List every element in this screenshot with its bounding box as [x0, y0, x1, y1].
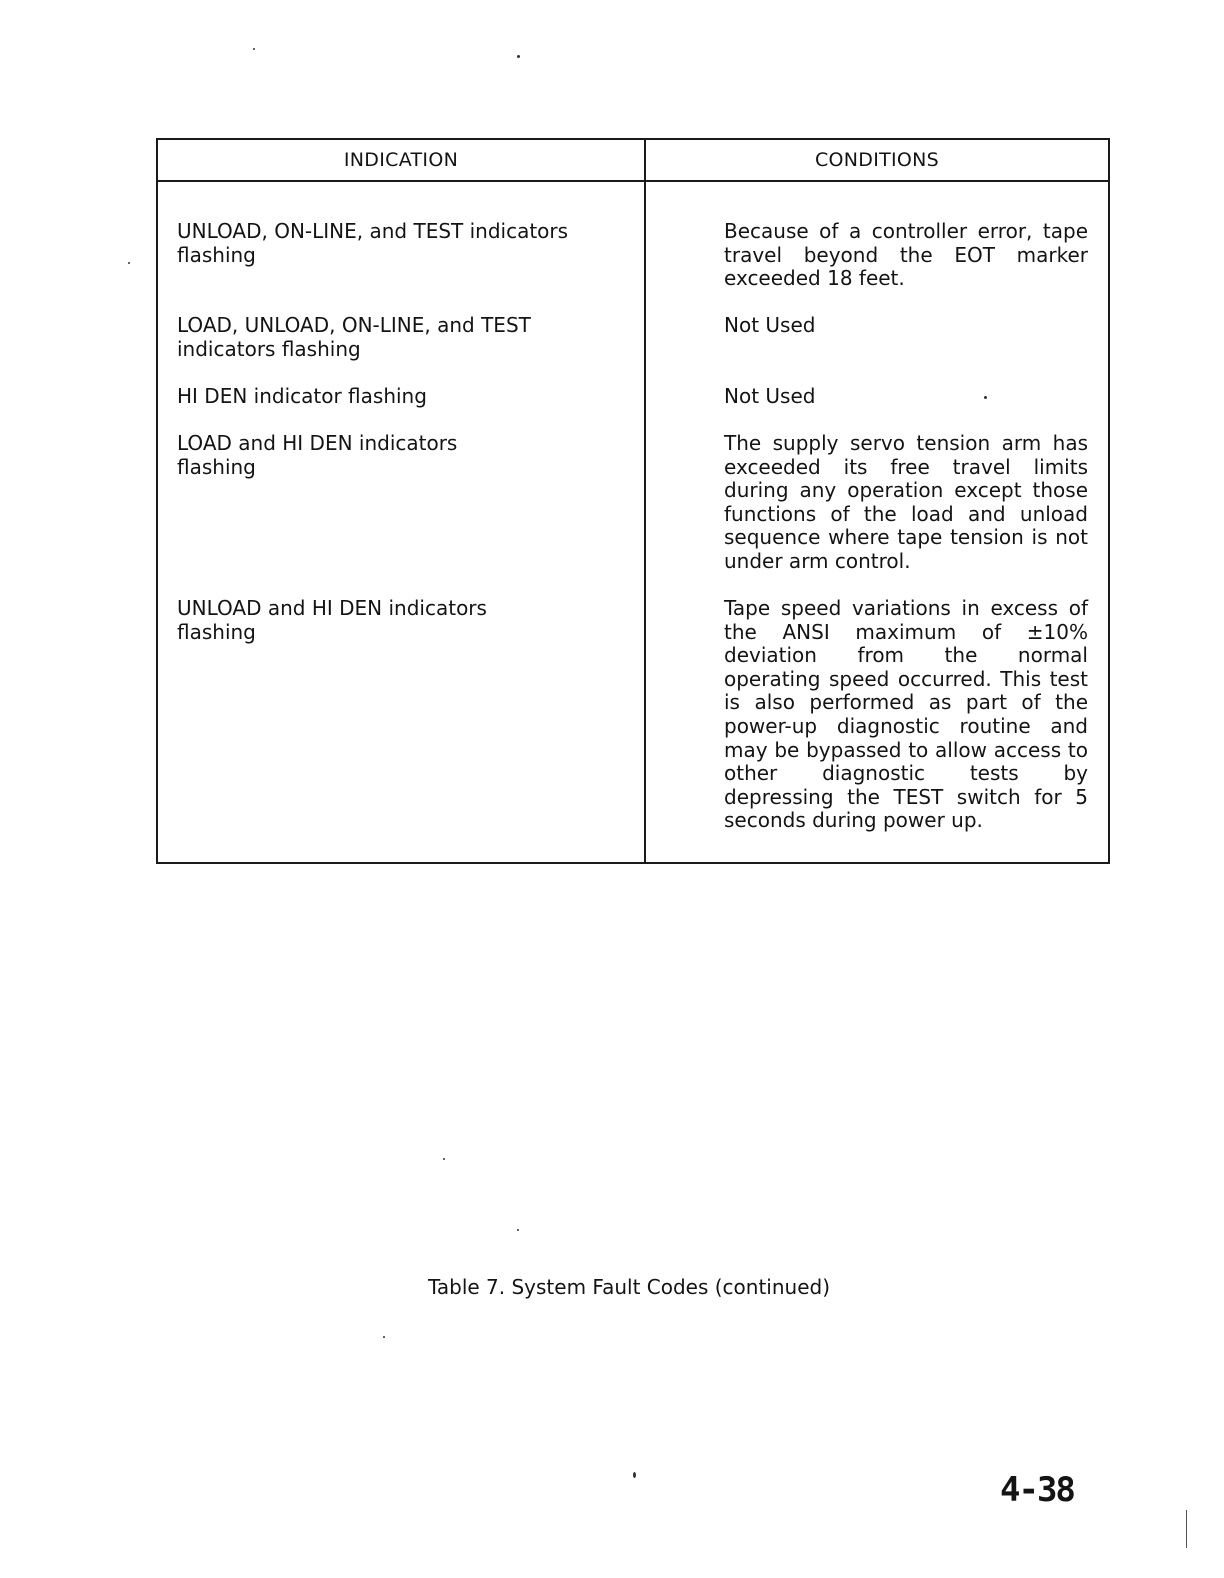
scan-speck — [128, 262, 130, 264]
scan-speck — [633, 1472, 636, 1478]
fault-codes-table — [156, 138, 1110, 864]
scan-speck — [383, 1336, 385, 1338]
conditions-column-header: CONDITIONS — [814, 149, 940, 171]
table-row-1-indication: UNLOAD, ON-LINE, and TEST indicators flashing — [177, 219, 569, 267]
scan-speck — [253, 48, 255, 50]
table-row-4-indication: LOAD and HI DEN indicators flashing — [177, 431, 458, 479]
page-number: 4-38 — [1000, 1470, 1074, 1510]
scan-speck — [517, 55, 520, 58]
scan-speck — [517, 1229, 519, 1231]
table-row-5-condition: Tape speed variations in excess of the ANSI maximum of ±10% deviation from the normal operating speed occurred. This test is also performed as part of the power-up diagnostic routine and may be bypassed to allow access to other diagnostic tests by depressing the TEST switch for 5 seconds during power up. — [724, 596, 1088, 833]
table-caption: Table 7. System Fault Codes (continued) — [427, 1275, 831, 1299]
scan-edge-mark — [1186, 1510, 1187, 1548]
indication-column-header: INDICATION — [343, 149, 459, 171]
table-row-3-indication: HI DEN indicator flashing — [177, 384, 427, 408]
column-divider — [644, 140, 646, 862]
table-row-4-condition: The supply servo tension arm has exceeded its free travel limits during any operation except those functions of the load and unload sequence where tape tension is not under arm control. — [724, 431, 1088, 573]
table-header-row — [158, 140, 1108, 182]
table-row-2-condition: Not Used — [724, 313, 816, 337]
table-row-5-indication: UNLOAD and HI DEN indicators flashing — [177, 596, 487, 644]
scan-speck — [984, 396, 987, 399]
table-row-3-condition: Not Used — [724, 384, 816, 408]
table-row-2-indication: LOAD, UNLOAD, ON-LINE, and TEST indicators flashing — [177, 313, 531, 361]
scan-speck — [443, 1158, 445, 1160]
table-row-1-condition: Because of a controller error, tape travel beyond the EOT marker exceeded 18 feet. — [724, 219, 1088, 291]
